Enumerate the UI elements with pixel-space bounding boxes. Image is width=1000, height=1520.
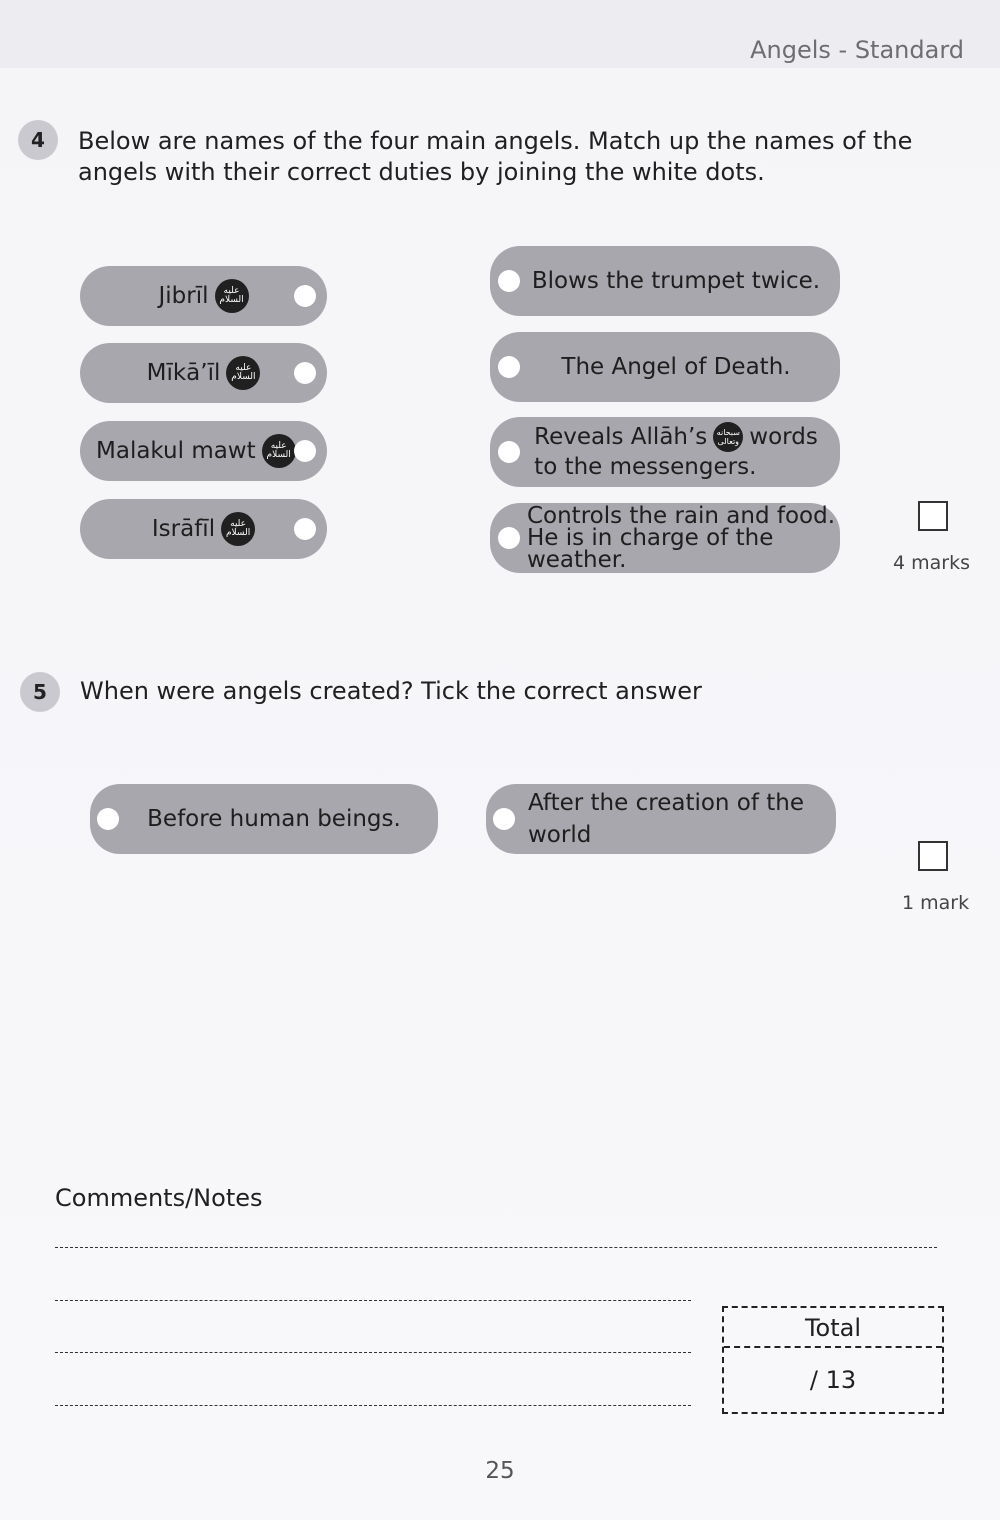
marks-checkbox-q5[interactable] bbox=[918, 841, 948, 871]
duty-text-line1: Controls the rain and food. bbox=[526, 503, 836, 529]
page-number: 25 bbox=[485, 1458, 515, 1484]
duty-pill-revelation bbox=[490, 417, 840, 487]
comments-notes-title: Comments/Notes bbox=[55, 1184, 263, 1212]
duty-pill-death bbox=[490, 332, 840, 402]
match-dot[interactable] bbox=[498, 356, 520, 378]
question-5-number: 5 bbox=[20, 672, 60, 712]
total-score-box bbox=[722, 1306, 944, 1414]
tick-dot[interactable] bbox=[493, 808, 515, 830]
duty-text bbox=[527, 505, 835, 571]
answer-option-before-humans[interactable] bbox=[90, 784, 438, 854]
total-value: / 13 bbox=[809, 1366, 857, 1394]
question-5-text: When were angels created? Tick the correct answer bbox=[80, 677, 702, 705]
duty-text-line1-end: words bbox=[749, 423, 818, 450]
notes-line[interactable] bbox=[55, 1352, 691, 1353]
angel-pill-jibril bbox=[80, 266, 327, 326]
angel-name: Malakul mawt bbox=[96, 438, 256, 464]
duty-text-line1-start: Reveals Allāh’s bbox=[534, 423, 708, 450]
question-4-number: 4 bbox=[18, 120, 58, 160]
marks-label-q4: 4 marks bbox=[893, 552, 970, 574]
honorific-seal-icon: عليه السلام bbox=[262, 434, 296, 468]
honorific-seal-icon: سبحانه وتعالى bbox=[713, 422, 743, 452]
answer-option-text bbox=[528, 787, 804, 851]
duty-text: The Angel of Death. bbox=[561, 354, 791, 380]
duty-text: Blows the trumpet twice. bbox=[531, 268, 821, 294]
question-4-text bbox=[78, 126, 912, 188]
answer-option-text: Before human beings. bbox=[147, 806, 401, 832]
question-4-text-line2: angels with their correct duties by joining the white dots. bbox=[78, 158, 765, 186]
question-4-text-line1: Below are names of the four main angels. Match up the names of the bbox=[78, 127, 913, 155]
tick-dot[interactable] bbox=[97, 808, 119, 830]
match-dot[interactable] bbox=[498, 527, 520, 549]
honorific-seal-icon: عليه السلام bbox=[215, 279, 249, 313]
angel-name: Mīkā’īl bbox=[146, 360, 221, 386]
answer-option-line2: world bbox=[528, 822, 592, 848]
match-dot[interactable] bbox=[294, 362, 316, 384]
angel-pill-israfil bbox=[80, 499, 327, 559]
duty-pill-rain bbox=[490, 503, 840, 573]
match-dot[interactable] bbox=[498, 441, 520, 463]
match-dot[interactable] bbox=[294, 285, 316, 307]
page-header-title: Angels - Standard bbox=[750, 36, 964, 64]
angel-pill-mikail bbox=[80, 343, 327, 403]
duty-text bbox=[534, 422, 818, 483]
honorific-seal-icon: عليه السلام bbox=[226, 356, 260, 390]
notes-line[interactable] bbox=[55, 1247, 937, 1248]
angel-name: Isrāfīl bbox=[151, 516, 216, 542]
total-label: Total bbox=[804, 1314, 862, 1342]
total-divider bbox=[724, 1346, 942, 1348]
answer-option-after-world[interactable] bbox=[486, 784, 836, 854]
duty-text-line3: weather. bbox=[526, 547, 627, 573]
angel-pill-malakul-mawt bbox=[80, 421, 327, 481]
angel-name: Jibrīl bbox=[158, 283, 209, 309]
match-dot[interactable] bbox=[294, 440, 316, 462]
honorific-seal-icon: عليه السلام bbox=[221, 512, 255, 546]
marks-checkbox-q4[interactable] bbox=[918, 501, 948, 531]
marks-label-q5: 1 mark bbox=[902, 892, 970, 914]
duty-text-line2: to the messengers. bbox=[534, 454, 757, 481]
match-dot[interactable] bbox=[294, 518, 316, 540]
notes-line[interactable] bbox=[55, 1300, 691, 1301]
notes-line[interactable] bbox=[55, 1405, 691, 1406]
answer-option-line1: After the creation of the bbox=[528, 790, 805, 816]
match-dot[interactable] bbox=[498, 270, 520, 292]
duty-text-line2: He is in charge of the bbox=[526, 525, 774, 551]
duty-pill-trumpet bbox=[490, 246, 840, 316]
